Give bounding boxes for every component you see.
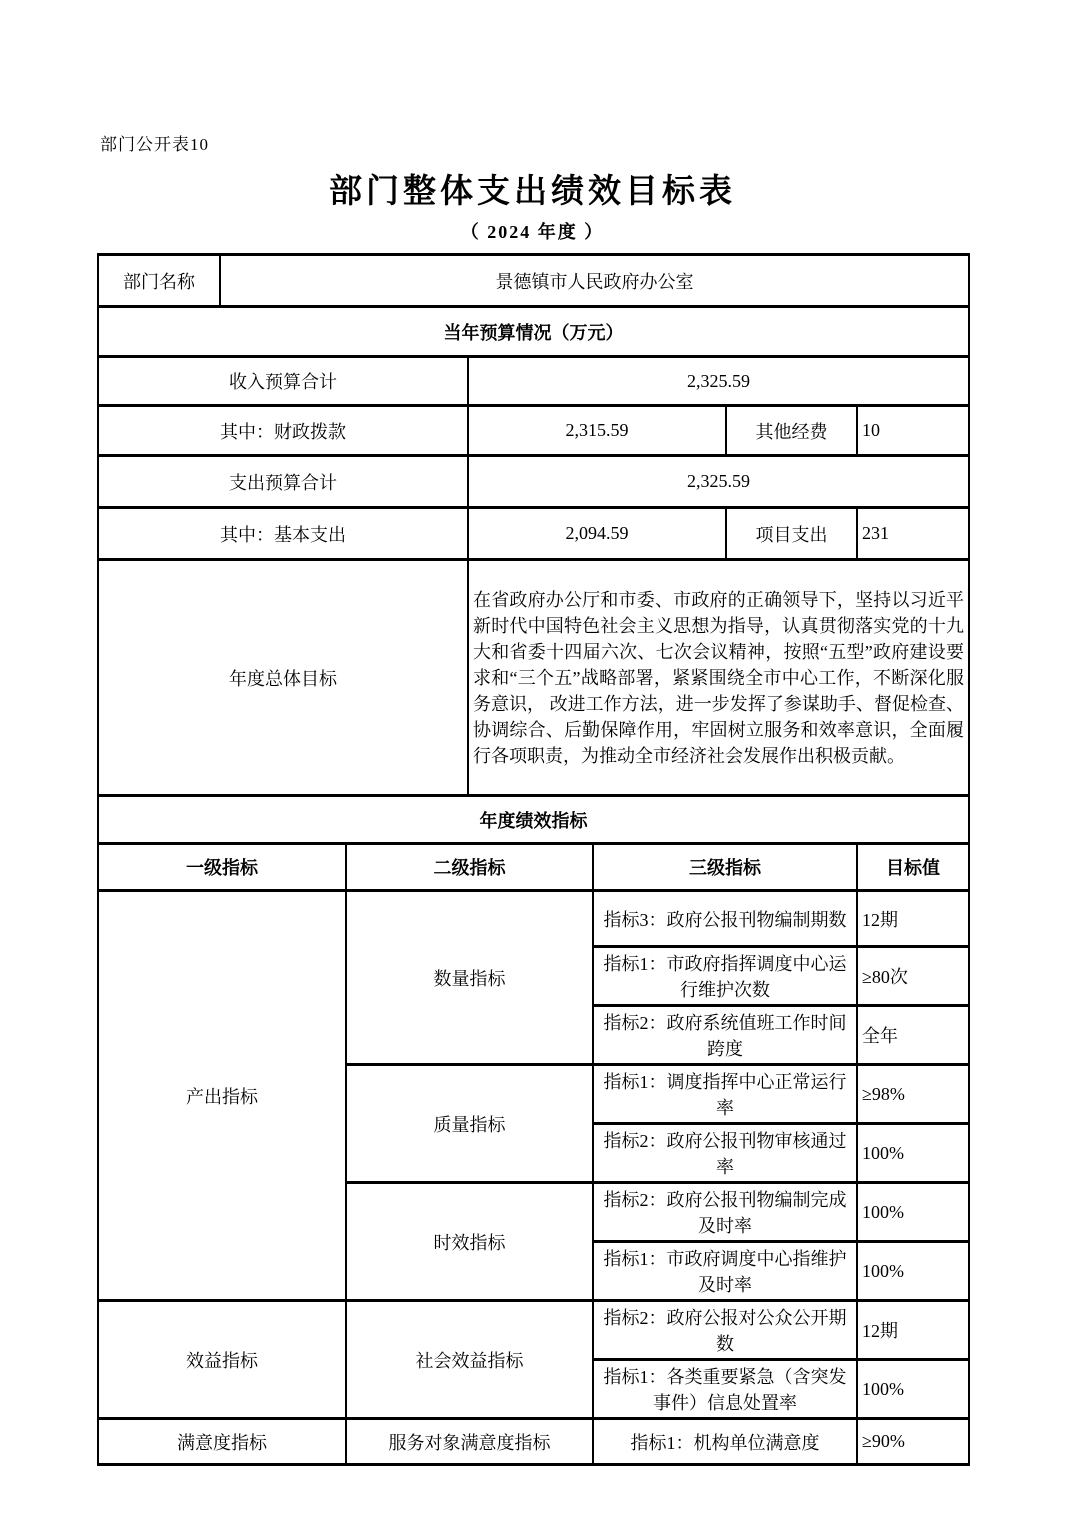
target-value-cell: 100% bbox=[857, 1360, 969, 1419]
expense-total-label: 支出预算合计 bbox=[98, 456, 468, 508]
indicators-section-title: 年度绩效指标 bbox=[98, 796, 969, 844]
budget-section-title: 当年预算情况（万元） bbox=[98, 307, 969, 357]
indicator-row bbox=[98, 1419, 969, 1465]
target-value-cell: 100% bbox=[857, 1124, 969, 1183]
department-name-cell: 景德镇市人民政府办公室 bbox=[220, 255, 969, 307]
level1-benefit-cell: 效益指标 bbox=[98, 1301, 346, 1419]
fiscal-value: 2,315.59 bbox=[468, 406, 726, 456]
level3-indicator-cell: 指标2：政府公报刊物审核通过率 bbox=[593, 1124, 857, 1183]
level2-quality-cell: 质量指标 bbox=[346, 1065, 593, 1183]
level2-social-benefit-cell: 社会效益指标 bbox=[346, 1301, 593, 1419]
level3-indicator-cell: 指标1：市政府调度中心指维护及时率 bbox=[593, 1242, 857, 1301]
doc-label: 部门公开表10 bbox=[100, 135, 209, 154]
target-value-cell: 100% bbox=[857, 1183, 969, 1242]
basic-expense-value: 2,094.59 bbox=[468, 508, 726, 560]
level3-indicator-cell: 指标3：政府公报刊物编制期数 bbox=[593, 891, 857, 947]
fiscal-row bbox=[98, 406, 969, 456]
indicator-row bbox=[98, 1301, 969, 1360]
level2-service-satisfaction-cell: 服务对象满意度指标 bbox=[346, 1419, 593, 1465]
target-value-cell: ≥90% bbox=[857, 1419, 969, 1465]
performance-target-table bbox=[97, 253, 970, 1466]
basic-expense-row bbox=[98, 508, 969, 560]
department-row bbox=[98, 255, 969, 307]
fiscal-label: 其中：财政拨款 bbox=[98, 406, 468, 456]
level1-satisfaction-cell: 满意度指标 bbox=[98, 1419, 346, 1465]
column-header-level3: 三级指标 bbox=[593, 844, 857, 891]
level3-indicator-cell: 指标1：市政府指挥调度中心运行维护次数 bbox=[593, 947, 857, 1006]
income-total-label: 收入预算合计 bbox=[98, 357, 468, 406]
annual-goal-text: 在省政府办公厅和市委、市政府的正确领导下，坚持以习近平新时代中国特色社会主义思想为指导，认真贯彻落实党的十九大和省委十四届六次、七次会议精神，按照“五型”政府建设要求和“三个五”战略部署，紧紧围绕全市中心工作，不断深化服务意识， 改进工作方法，进一步发挥了参谋助手、督促检查、协调综合、后勤保障作用，牢固树立服务和效率意识，全面履行各项职责，为推动全市经济社会发展作出积极贡献。 bbox=[468, 560, 969, 796]
column-header-level2: 二级指标 bbox=[346, 844, 593, 891]
income-total-row bbox=[98, 357, 969, 406]
target-value-cell: 12期 bbox=[857, 891, 969, 947]
annual-goal-label: 年度总体目标 bbox=[98, 560, 468, 796]
project-expense-value: 231 bbox=[857, 508, 969, 560]
basic-expense-label: 其中：基本支出 bbox=[98, 508, 468, 560]
page-subtitle: （ 2024 年度 ） bbox=[460, 222, 605, 242]
other-funds-label: 其他经费 bbox=[726, 406, 857, 456]
page-title: 部门整体支出绩效目标表 bbox=[329, 174, 736, 210]
indicators-column-header-row bbox=[98, 844, 969, 891]
target-value-cell: 全年 bbox=[857, 1006, 969, 1065]
income-total-value: 2,325.59 bbox=[468, 357, 969, 406]
column-header-target: 目标值 bbox=[857, 844, 969, 891]
project-expense-label: 项目支出 bbox=[726, 508, 857, 560]
column-header-level1: 一级指标 bbox=[98, 844, 346, 891]
indicators-section-header-row bbox=[98, 796, 969, 844]
target-value-cell: 100% bbox=[857, 1242, 969, 1301]
target-value-cell: ≥80次 bbox=[857, 947, 969, 1006]
target-value-cell: 12期 bbox=[857, 1301, 969, 1360]
expense-total-value: 2,325.59 bbox=[468, 456, 969, 508]
indicator-row bbox=[98, 891, 969, 947]
department-label-cell: 部门名称 bbox=[98, 255, 220, 307]
level3-indicator-cell: 指标2：政府系统值班工作时间跨度 bbox=[593, 1006, 857, 1065]
annual-goal-row bbox=[98, 560, 969, 796]
budget-section-header-row bbox=[98, 307, 969, 357]
level3-indicator-cell: 指标1：机构单位满意度 bbox=[593, 1419, 857, 1465]
level3-indicator-cell: 指标1：调度指挥中心正常运行率 bbox=[593, 1065, 857, 1124]
other-funds-value: 10 bbox=[857, 406, 969, 456]
target-value-cell: ≥98% bbox=[857, 1065, 969, 1124]
level1-output-cell: 产出指标 bbox=[98, 891, 346, 1301]
level3-indicator-cell: 指标1：各类重要紧急（含突发事件）信息处置率 bbox=[593, 1360, 857, 1419]
expense-total-row bbox=[98, 456, 969, 508]
level2-timeliness-cell: 时效指标 bbox=[346, 1183, 593, 1301]
level2-quantity-cell: 数量指标 bbox=[346, 891, 593, 1065]
level3-indicator-cell: 指标2：政府公报对公众公开期数 bbox=[593, 1301, 857, 1360]
level3-indicator-cell: 指标2：政府公报刊物编制完成及时率 bbox=[593, 1183, 857, 1242]
